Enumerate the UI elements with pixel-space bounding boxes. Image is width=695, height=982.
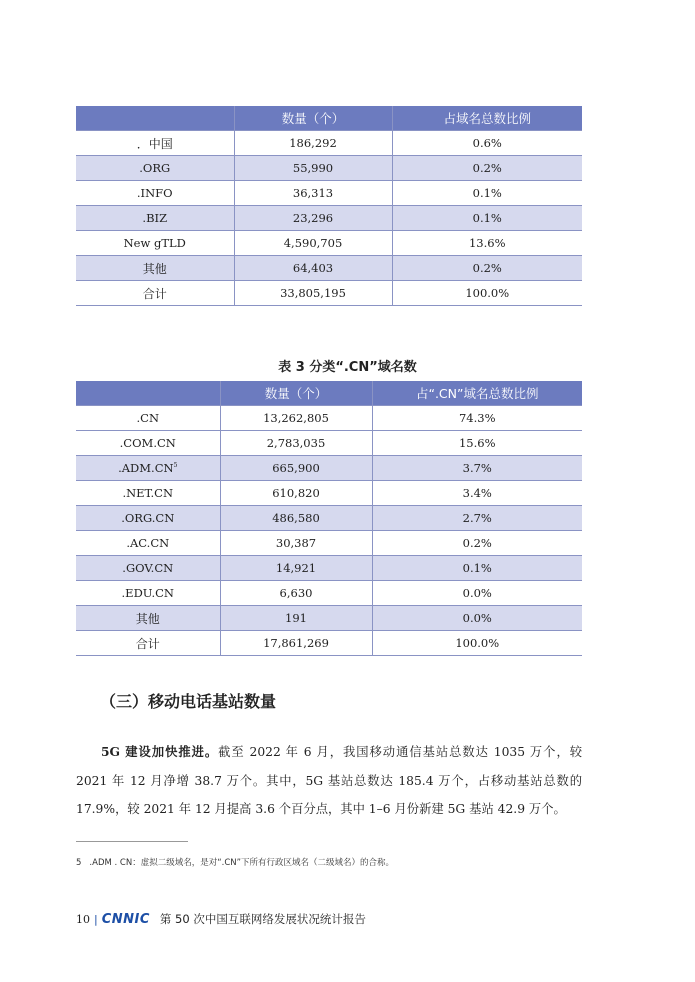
table-row [76,231,582,256]
header-cell [76,381,220,406]
table-row [76,206,582,231]
row-label: .ORG.CN [76,506,220,531]
section-heading: （三）移动电话基站数量 [100,692,277,711]
table-caption: 表 3 分类“.CN”域名数 [278,360,417,375]
row-label: 合计 [76,281,234,306]
row-count: 55,990 [234,156,392,181]
footnote-number: 5 [76,858,82,868]
row-share: 15.6% [372,431,582,456]
row-share: 0.1% [392,181,582,206]
row-label: 其他 [76,606,220,631]
row-count: 13,262,805 [220,406,372,431]
table-row [76,481,582,506]
table-row [76,256,582,281]
row-share: 3.4% [372,481,582,506]
row-label: .COM.CN [76,431,220,456]
table-row [76,431,582,456]
header-cell: 占“.CN”域名总数比例 [372,381,582,406]
header-cell [76,106,234,131]
page-number: 10 [76,912,90,926]
row-label-cell [76,456,220,481]
footer-separator: | [94,912,98,926]
row-share: 0.2% [372,531,582,556]
row-count: 2,783,035 [220,431,372,456]
row-count: 191 [220,606,372,631]
row-share: 0.2% [392,256,582,281]
table-row [76,181,582,206]
row-share: 74.3% [372,406,582,431]
row-share: 3.7% [372,456,582,481]
row-label: .EDU.CN [76,581,220,606]
cn-domain-table [76,381,582,656]
table-row [76,156,582,181]
row-label: .ORG [76,156,234,181]
row-label: .NET.CN [76,481,220,506]
row-label: New gTLD [76,231,234,256]
paragraph-body: 截至 2022 年 6 月，我国移动通信基站总数达 1035 万个，较 2021 年 12 月净增 38.7 万个。其中，5G 基站总数达 185.4 万个，占移动基站总数的 17.9%，较 2021 年 12 月提高 3.6 个百分点，其中 1–6 月份新建 5G 基站 42.9 万个。 [76,745,582,816]
footnote [76,856,394,868]
table-row [76,406,582,431]
row-share: 100.0% [392,281,582,306]
row-count: 64,403 [234,256,392,281]
row-label: .INFO [76,181,234,206]
table-row [76,531,582,556]
row-count: 14,921 [220,556,372,581]
table-row [76,456,582,481]
domain-count-table [76,106,582,306]
row-label: .AC.CN [76,531,220,556]
body-paragraph [76,738,582,824]
row-label: .BIZ [76,206,234,231]
row-label: .ADM.CN [118,461,174,475]
row-label: 合计 [76,631,220,656]
row-count: 665,900 [220,456,372,481]
cnnic-logo: CNNIC [101,911,150,927]
row-count: 610,820 [220,481,372,506]
row-label: 其他 [76,256,234,281]
page-footer [76,911,366,927]
row-share: 0.0% [372,581,582,606]
row-count: 23,296 [234,206,392,231]
footnote-mark: 5 [173,462,178,470]
header-cell: 占域名总数比例 [392,106,582,131]
row-label: .GOV.CN [76,556,220,581]
row-share: 0.0% [372,606,582,631]
row-share: 100.0% [372,631,582,656]
header-cell: 数量（个） [234,106,392,131]
table-row [76,581,582,606]
row-share: 13.6% [392,231,582,256]
table-header-row [76,106,582,131]
row-count: 17,861,269 [220,631,372,656]
row-share: 0.6% [392,131,582,156]
table-row [76,131,582,156]
table-row [76,556,582,581]
row-count: 36,313 [234,181,392,206]
table-row [76,506,582,531]
row-count: 6,630 [220,581,372,606]
table-total-row [76,631,582,656]
row-count: 30,387 [220,531,372,556]
paragraph-lead: 5G 建设加快推进。 [101,744,219,759]
row-share: 2.7% [372,506,582,531]
row-count: 186,292 [234,131,392,156]
row-count: 4,590,705 [234,231,392,256]
row-count: 486,580 [220,506,372,531]
row-label: ．中国 [76,131,234,156]
footnote-text: .ADM . CN：虚拟二级域名，是对“.CN”下所有行政区域名（二级域名）的合称。 [89,858,395,868]
table-row [76,606,582,631]
report-title: 第 50 次中国互联网络发展状况统计报告 [159,912,366,926]
row-share: 0.1% [372,556,582,581]
row-label: .CN [76,406,220,431]
row-share: 0.1% [392,206,582,231]
footnote-divider [76,841,188,842]
row-count: 33,805,195 [234,281,392,306]
header-cell: 数量（个） [220,381,372,406]
table-total-row [76,281,582,306]
table-header-row [76,381,582,406]
row-share: 0.2% [392,156,582,181]
